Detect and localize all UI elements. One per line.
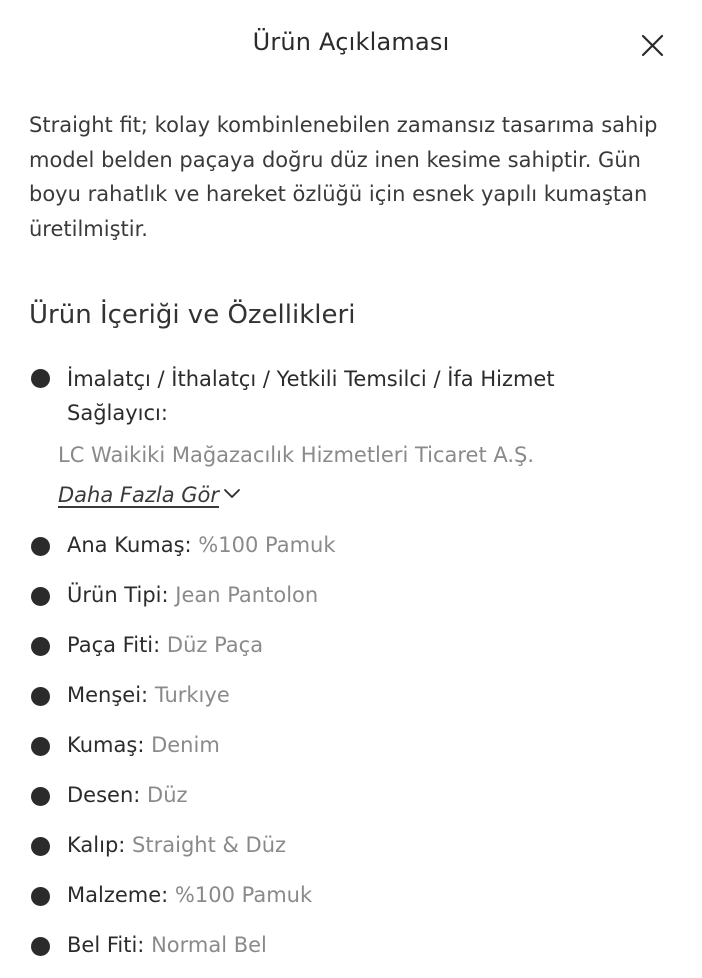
close-button[interactable] bbox=[636, 30, 668, 62]
attribute-text bbox=[67, 528, 336, 562]
attribute-separator: : bbox=[153, 633, 167, 657]
attribute-value: Turkıye bbox=[154, 683, 230, 707]
list-item bbox=[29, 628, 679, 678]
list-item bbox=[29, 578, 679, 628]
attribute-separator: : bbox=[141, 683, 155, 707]
attribute-separator: : bbox=[137, 733, 152, 757]
list-item bbox=[29, 678, 679, 728]
attribute-separator: : bbox=[118, 833, 133, 857]
attribute-text bbox=[67, 678, 230, 712]
attribute-text bbox=[67, 778, 188, 812]
bullet-icon bbox=[31, 687, 50, 706]
list-item bbox=[29, 928, 679, 978]
attribute-separator: : bbox=[161, 583, 176, 607]
bullet-icon bbox=[31, 537, 50, 556]
attribute-separator: : bbox=[133, 783, 148, 807]
manufacturer-value: LC Waikiki Mağazacılık Hizmetleri Ticaret A.Ş. bbox=[58, 443, 535, 467]
attribute-value: Normal Bel bbox=[151, 933, 267, 957]
attribute-separator: : bbox=[137, 933, 152, 957]
bullet-icon bbox=[31, 637, 50, 656]
attribute-key: Kalıp bbox=[67, 833, 119, 857]
bullet-icon bbox=[31, 737, 50, 756]
bullet-icon bbox=[31, 787, 50, 806]
show-more-label: Daha Fazla Gör bbox=[58, 483, 219, 507]
modal-header bbox=[0, 0, 702, 92]
list-item bbox=[29, 528, 679, 578]
attribute-key: Desen bbox=[67, 783, 134, 807]
attribute-key: Paça Fiti bbox=[67, 633, 154, 657]
bullet-icon bbox=[31, 587, 50, 606]
attribute-key: Bel Fiti bbox=[67, 933, 138, 957]
bullet-icon bbox=[31, 369, 50, 388]
list-item bbox=[29, 778, 679, 828]
bullet-icon bbox=[31, 837, 50, 856]
attribute-text bbox=[67, 828, 286, 862]
attribute-key: Malzeme bbox=[67, 883, 162, 907]
list-item bbox=[29, 828, 679, 878]
modal-title: Ürün Açıklaması bbox=[252, 28, 450, 56]
bullet-icon bbox=[31, 937, 50, 956]
attribute-text bbox=[67, 628, 263, 662]
attribute-separator: : bbox=[161, 883, 175, 907]
manufacturer-label: İmalatçı / İthalatçı / Yetkili Temsilci / İfa Hizmet Sağlayıcı: bbox=[67, 367, 555, 425]
attribute-value: %100 Pamuk bbox=[198, 533, 336, 557]
attribute-text bbox=[67, 728, 220, 762]
attribute-key: Menşei bbox=[67, 683, 142, 707]
attribute-list bbox=[29, 528, 679, 978]
bullet-icon bbox=[31, 887, 50, 906]
list-item bbox=[29, 728, 679, 778]
attribute-key: Ana Kumaş bbox=[67, 533, 185, 557]
attribute-value: Denim bbox=[151, 733, 220, 757]
attribute-value: %100 Pamuk bbox=[174, 883, 313, 907]
attribute-value: Straight & Düz bbox=[132, 833, 287, 857]
attribute-text bbox=[67, 878, 312, 912]
attribute-text bbox=[67, 578, 318, 612]
attribute-text bbox=[67, 928, 267, 962]
chevron-down-icon bbox=[223, 488, 241, 500]
features-section-title: Ürün İçeriği ve Özellikleri bbox=[29, 300, 356, 330]
attribute-key: Ürün Tipi bbox=[67, 583, 162, 607]
close-icon bbox=[636, 30, 668, 62]
attribute-separator: : bbox=[184, 533, 199, 557]
attribute-value: Jean Pantolon bbox=[175, 583, 319, 607]
show-more-link[interactable] bbox=[58, 480, 241, 510]
attribute-value: Düz Paça bbox=[166, 633, 264, 657]
attribute-key: Kumaş bbox=[67, 733, 138, 757]
attribute-value: Düz bbox=[147, 783, 188, 807]
product-description: Straight fit; kolay kombinlenebilen zamansız tasarıma sahip model belden paçaya doğru düz inen kesime sahiptir. Gün boyu rahatlık ve hareket özlüğü için esnek yapılı kumaştan üretilmiştir. bbox=[29, 113, 658, 241]
list-item bbox=[29, 878, 679, 928]
